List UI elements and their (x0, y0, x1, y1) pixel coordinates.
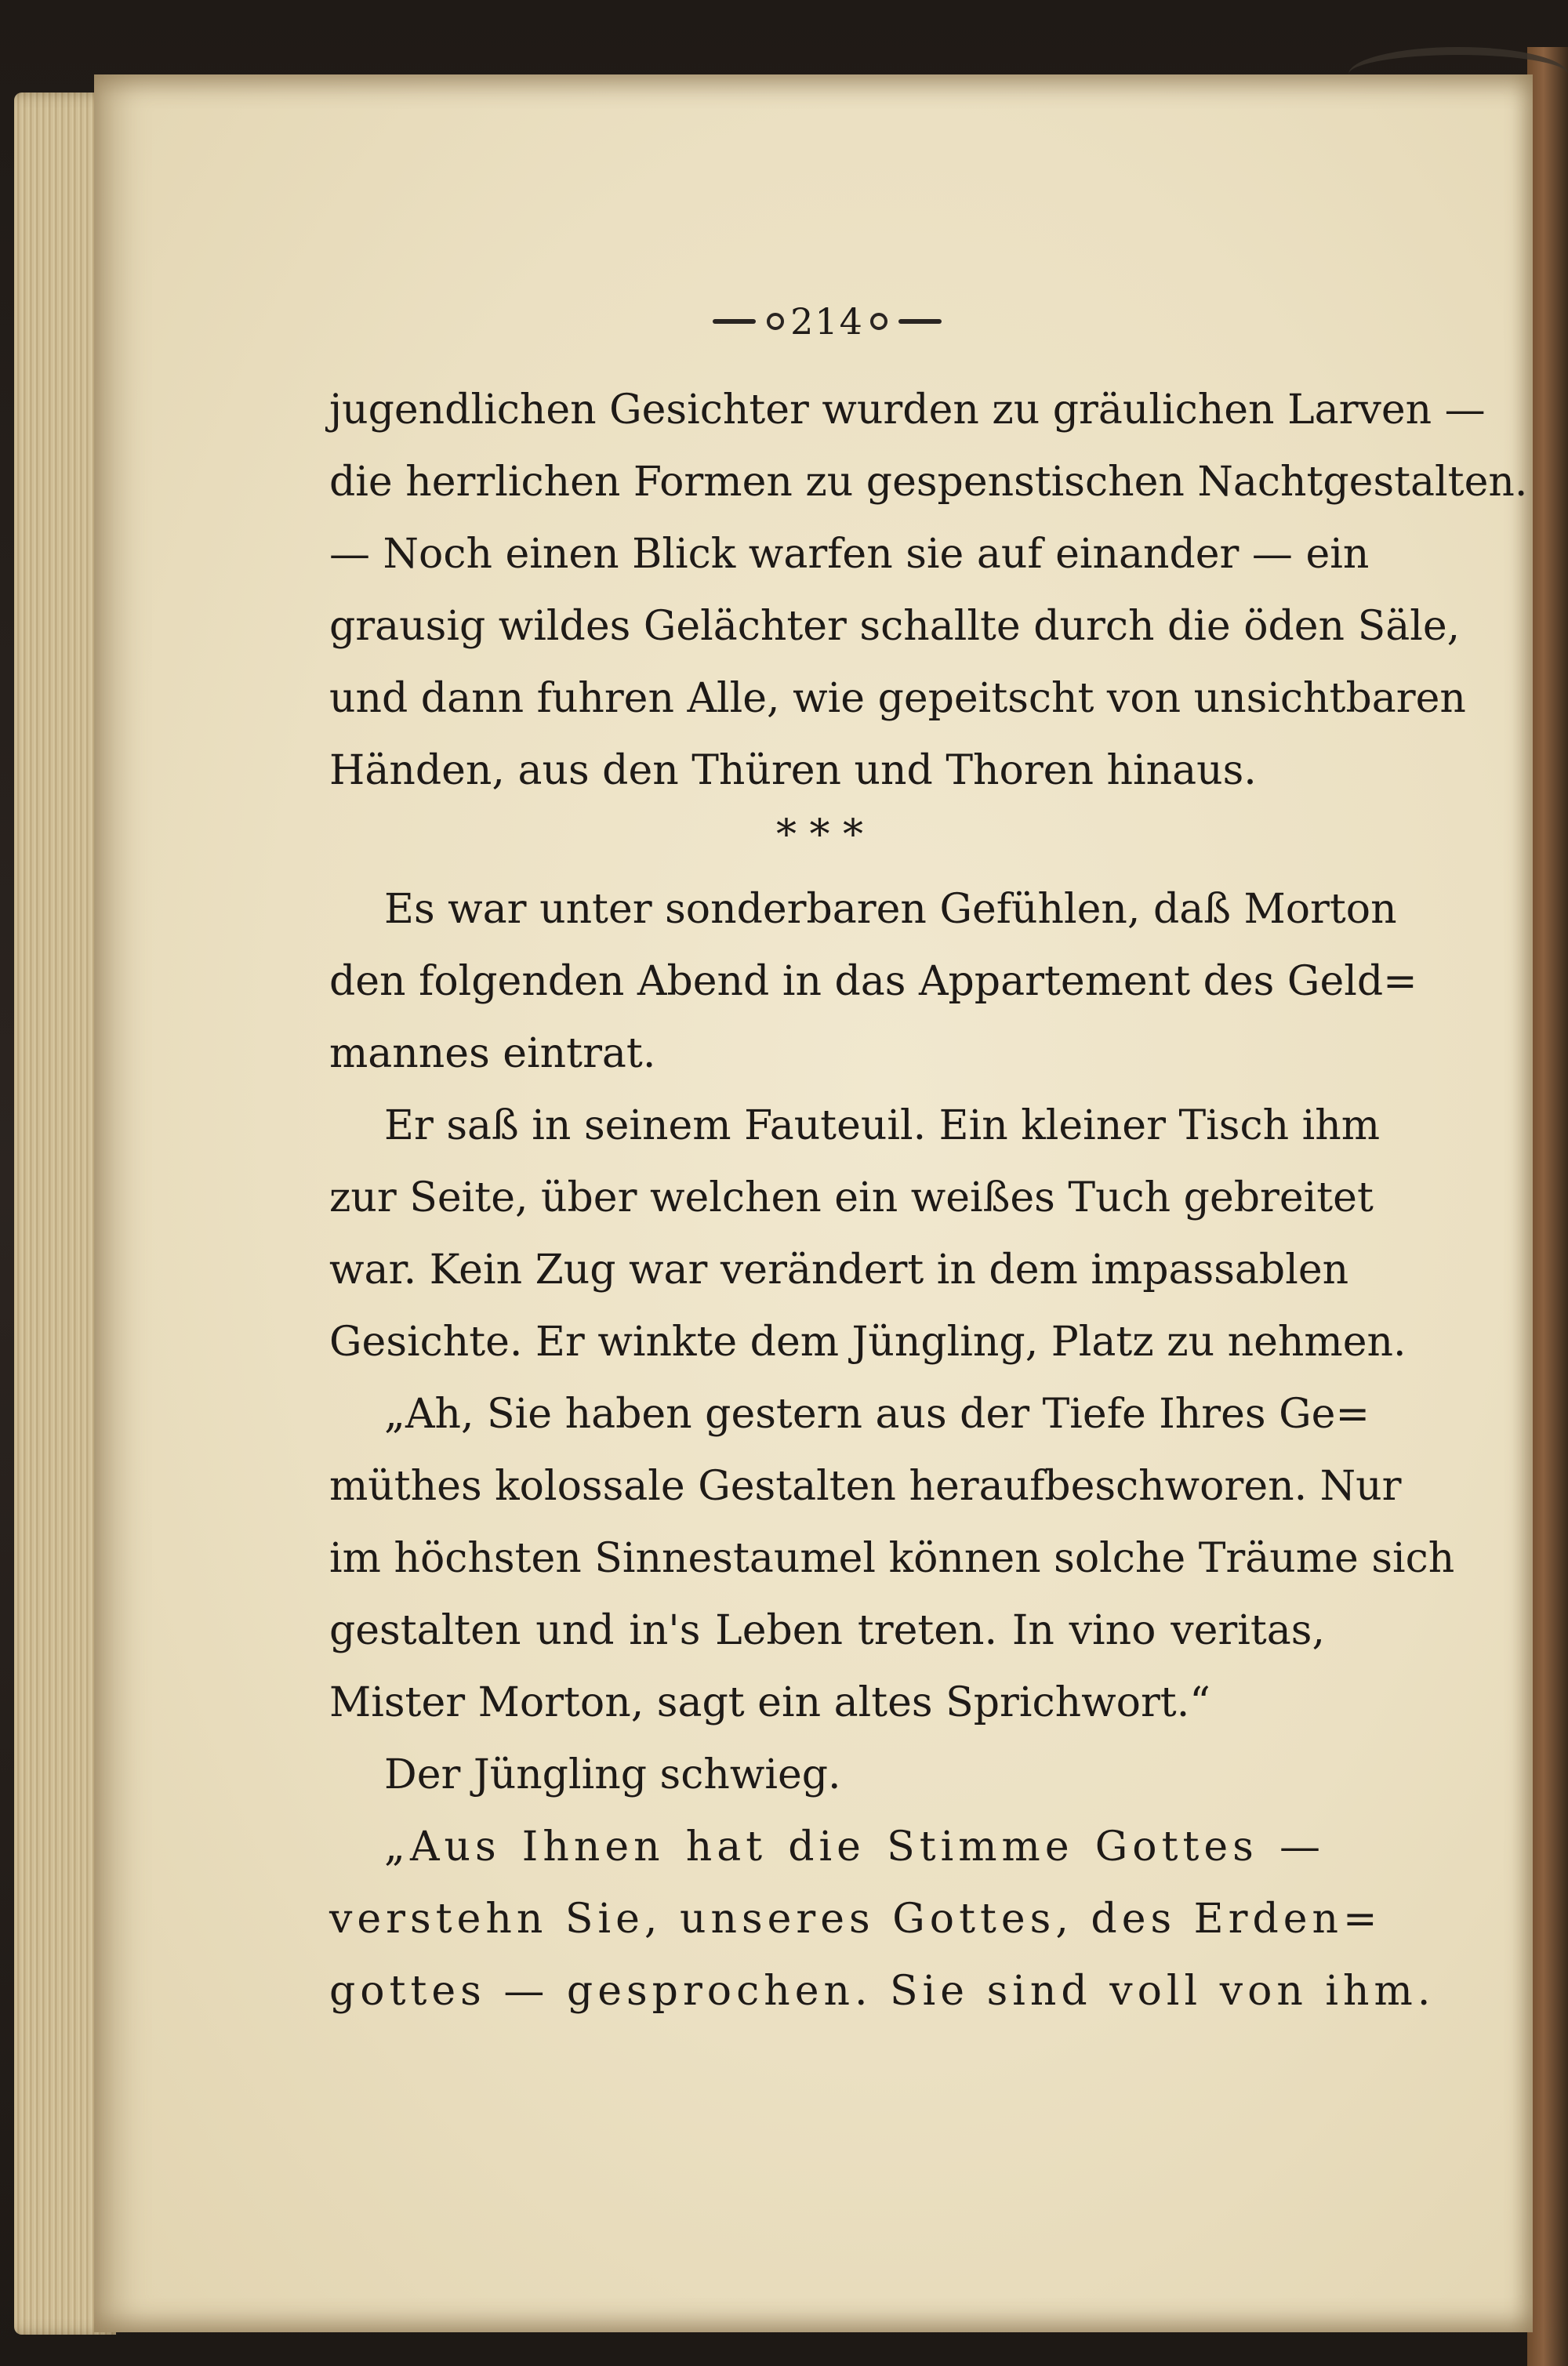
ornament-right-icon (898, 319, 942, 324)
text-line: — Noch einen Blick warfen sie auf einander — ein (329, 531, 1370, 578)
text-line: im höchsten Sinnestaumel können solche Träume sich (329, 1535, 1455, 1582)
text-line: Es war unter sonderbaren Gefühlen, daß Morton (384, 886, 1397, 933)
text-line: grausig wildes Gelächter schallte durch die öden Säle, (329, 603, 1461, 650)
text-line: gottes — gesprochen. Sie sind voll von ihm. (329, 1968, 1436, 2015)
text-line: müthes kolossale Gestalten heraufbeschworen. Nur (329, 1463, 1402, 1510)
page-number: 214 (790, 300, 864, 343)
text-line: zur Seite, über welchen ein weißes Tuch gebreitet (329, 1174, 1374, 1221)
binding-edge (1527, 47, 1568, 2366)
ornament-left-icon (713, 319, 756, 324)
ornament-ring-icon (870, 313, 887, 330)
text-line: den folgenden Abend in das Appartement des Geld= (329, 958, 1417, 1005)
text-line: und dann fuhren Alle, wie gepeitscht von unsichtbaren (329, 675, 1466, 722)
page-header (710, 298, 945, 345)
ornament-ring-icon (767, 313, 784, 330)
text-line: verstehn Sie, unseres Gottes, des Erden= (329, 1896, 1382, 1943)
text-line: Händen, aus den Thüren und Thoren hinaus. (329, 747, 1257, 794)
text-line: Er saß in seinem Fauteuil. Ein kleiner Tisch ihm (384, 1102, 1381, 1149)
text-line: jugendlichen Gesichter wurden zu gräulichen Larven — (329, 386, 1486, 434)
text-line: „Ah, Sie haben gestern aus der Tiefe Ihres Ge= (384, 1391, 1370, 1438)
text-line: „Aus Ihnen hat die Stimme Gottes — (384, 1823, 1325, 1871)
text-line: mannes eintrat. (329, 1030, 656, 1077)
section-separator: * * * (776, 811, 864, 858)
text-line: die herrlichen Formen zu gespenstischen Nachtgestalten. (329, 459, 1528, 506)
text-line: war. Kein Zug war verändert in dem impassablen (329, 1247, 1349, 1294)
text-line: Gesichte. Er winkte dem Jüngling, Platz zu nehmen. (329, 1319, 1406, 1366)
text-line: Der Jüngling schwieg. (384, 1751, 841, 1798)
text-line: Mister Morton, sagt ein altes Sprichwort.“ (329, 1679, 1210, 1726)
text-line: gestalten und in's Leben treten. In vino veritas, (329, 1607, 1325, 1654)
